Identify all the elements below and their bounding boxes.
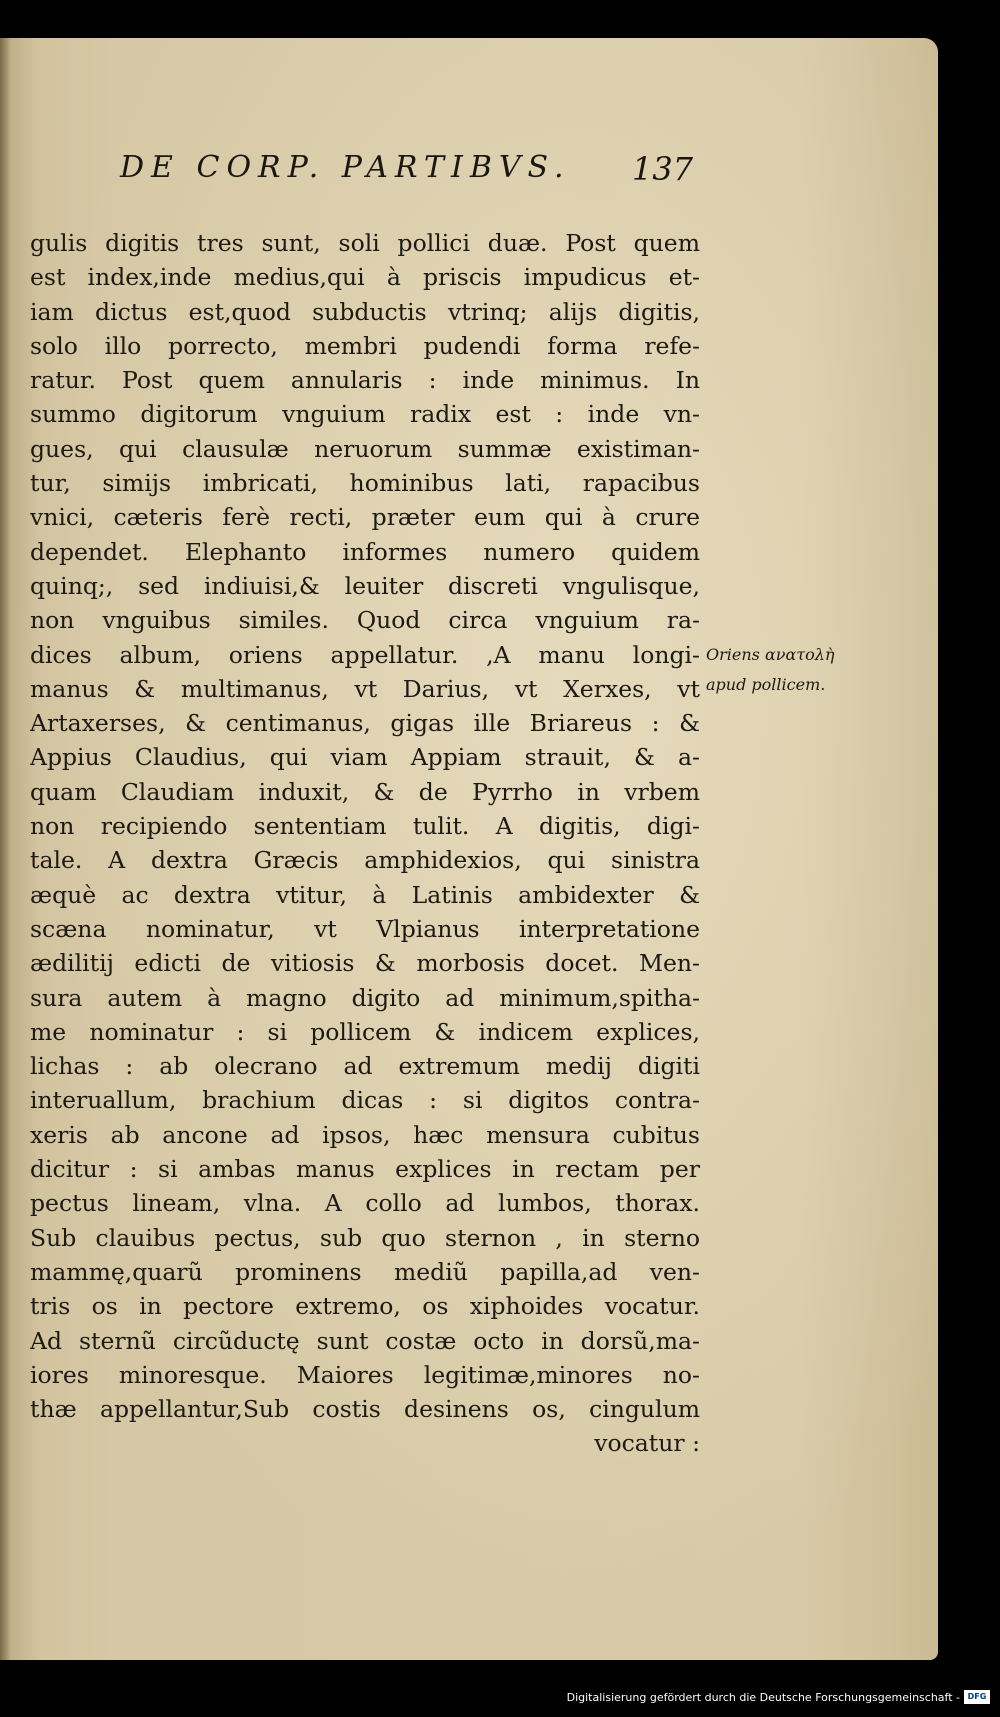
running-title: DE CORP. PARTIBVS. [120,150,571,185]
text-line: tale. A dextra Græcis amphidexios, qui sinistra [30,846,700,875]
text-line: scæna nominatur, vt Vlpianus interpretatione [30,914,700,943]
text-line: tur, simijs imbricati, hominibus lati, rapacibus [30,469,700,498]
text-line: Artaxerses, & centimanus, gigas ille Briareus : & [30,709,700,738]
text-line: vnici, cæteris ferè recti, præter eum qui à crure [30,503,700,532]
text-line: me nominatur : si pollicem & indicem explices, [30,1017,700,1046]
text-line: sura autem à magno digito ad minimum,spitha- [30,983,700,1012]
catchword: vocatur : [594,1429,700,1458]
text-line: solo illo porrecto, membri pudendi forma refe- [30,331,700,360]
text-line: ædilitij edicti de vitiosis & morbosis docet. Men- [30,949,700,978]
text-line: æquè ac dextra vtitur, à Latinis ambidexter & [30,880,700,909]
text-line: non vnguibus similes. Quod circa vnguium ra- [30,606,700,635]
book-page [0,38,938,1660]
page-number: 137 [632,150,694,188]
text-line: xeris ab ancone ad ipsos, hæc mensura cubitus [30,1120,700,1149]
text-line: mammę,quarũ prominens mediũ papilla,ad ven- [30,1257,700,1286]
text-line: Sub clauibus pectus, sub quo sternon , in sterno [30,1223,700,1252]
text-line: summo digitorum vnguium radix est : inde vn- [30,400,700,429]
text-line: non recipiendo sententiam tulit. A digitis, digi- [30,812,700,841]
text-line: quinq;, sed indiuisi,& leuiter discreti vngulisque, [30,571,700,600]
text-line: dependet. Elephanto informes numero quidem [30,537,700,566]
text-line: tris os in pectore extremo, os xiphoides vocatur. [30,1292,700,1321]
text-line: gues, qui clausulæ neruorum summæ existiman- [30,434,700,463]
footer-bar [0,1680,1000,1717]
text-line: ratur. Post quem annularis : inde minimus. In [30,366,700,395]
text-line: Appius Claudius, qui viam Appiam strauit, & a- [30,743,700,772]
text-line: Ad sternũ circũductę sunt costæ octo in dorsũ,ma- [30,1326,700,1355]
main-text-block [30,226,700,1461]
marginal-note [706,640,896,700]
text-line: dices album, oriens appellatur. ,A manu longi- [30,640,700,669]
marginal-note-line: Oriens ανατολὴ [706,645,835,664]
funding-credit: Digitalisierung gefördert durch die Deutsche Forschungsgemeinschaft - [566,1691,960,1704]
text-line: lichas : ab olecrano ad extremum medij digiti [30,1052,700,1081]
dfg-logo: DFG [964,1690,990,1704]
text-line: manus & multimanus, vt Darius, vt Xerxes, vt [30,674,700,703]
text-line: est index,inde medius,qui à priscis impudicus et- [30,263,700,292]
text-line: quam Claudiam induxit, & de Pyrrho in vrbem [30,777,700,806]
text-line: thæ appellantur,Sub costis desinens os, cingulum [30,1395,700,1424]
text-line: dicitur : si ambas manus explices in rectam per [30,1155,700,1184]
text-line: iores minoresque. Maiores legitimæ,minores no- [30,1360,700,1389]
text-line: pectus lineam, vlna. A collo ad lumbos, thorax. [30,1189,700,1218]
marginal-note-line: apud pollicem. [706,675,826,694]
text-line: iam dictus est,quod subductis vtrinq; alijs digitis, [30,297,700,326]
text-line: interuallum, brachium dicas : si digitos contra- [30,1086,700,1115]
page-gutter-edge [0,38,10,1660]
text-line: gulis digitis tres sunt, soli pollici duæ. Post quem [30,229,700,257]
